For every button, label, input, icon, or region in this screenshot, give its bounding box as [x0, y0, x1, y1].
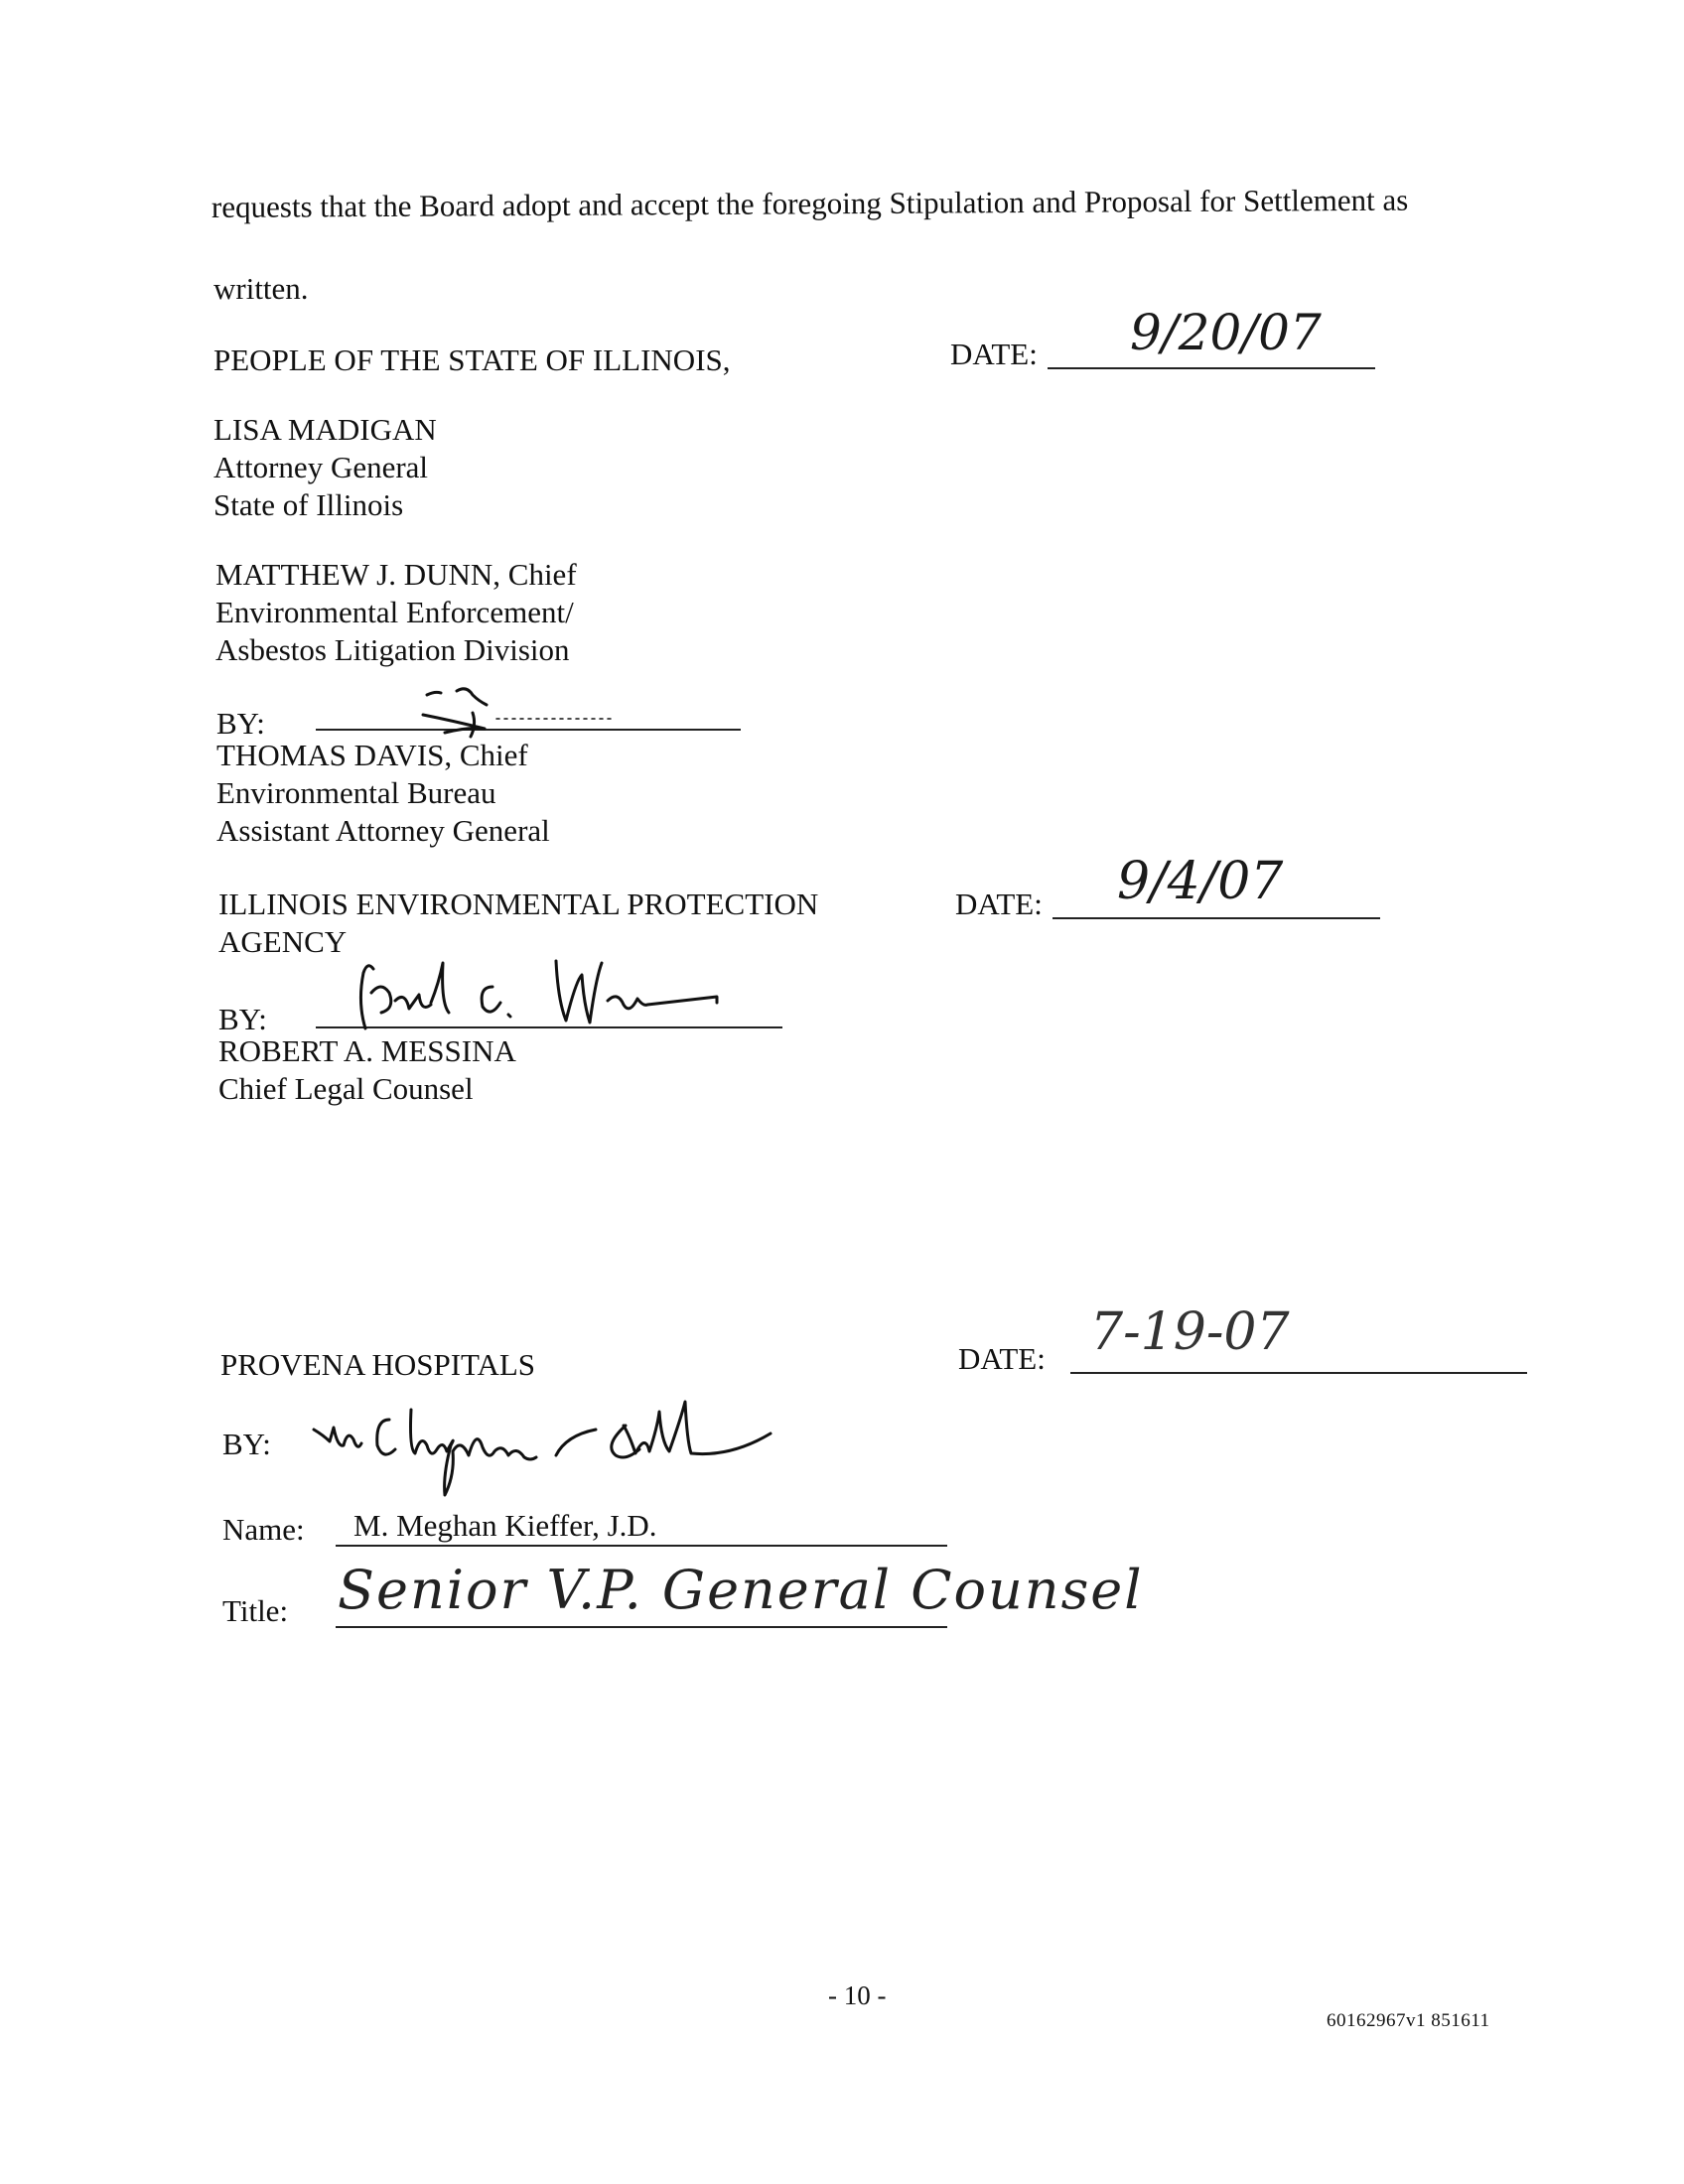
date-line-provena — [1070, 1372, 1527, 1374]
by-label-iepa: BY: — [218, 1002, 267, 1036]
chief-division-2: Asbestos Litigation Division — [215, 632, 570, 667]
name-line-provena — [336, 1545, 947, 1547]
ag-name: LISA MADIGAN — [213, 412, 437, 447]
by-label-provena: BY: — [222, 1427, 271, 1461]
party-people: PEOPLE OF THE STATE OF ILLINOIS, — [213, 342, 731, 377]
name-value-provena: M. Meghan Kieffer, J.D. — [353, 1508, 657, 1543]
date-value-provena: 7-19-07 — [1090, 1302, 1290, 1362]
signer-title-messina: Chief Legal Counsel — [218, 1071, 474, 1106]
signer-title-davis: Assistant Attorney General — [216, 813, 550, 848]
date-label-provena: DATE: — [958, 1341, 1046, 1376]
name-label-provena: Name: — [222, 1512, 305, 1547]
signature-davis — [387, 663, 715, 743]
date-value-people: 9/20/07 — [1130, 304, 1322, 361]
title-label-provena: Title: — [222, 1593, 289, 1628]
chief-division-1: Environmental Enforcement/ — [215, 595, 574, 629]
title-line-provena — [336, 1626, 947, 1628]
date-line-iepa — [1052, 917, 1380, 919]
title-value-provena: Senior V.P. General Counsel — [338, 1559, 1144, 1621]
date-line-people — [1048, 367, 1375, 369]
party-iepa-line-1: ILLINOIS ENVIRONMENTAL PROTECTION — [218, 887, 819, 921]
signature-kieffer — [308, 1390, 963, 1499]
ag-state: State of Illinois — [213, 487, 404, 522]
signature-messina — [348, 933, 794, 1032]
ag-title: Attorney General — [213, 450, 429, 484]
party-provena: PROVENA HOSPITALS — [220, 1347, 536, 1382]
page-number: - 10 - — [828, 1980, 887, 2010]
signer-name-messina: ROBERT A. MESSINA — [218, 1033, 516, 1068]
date-value-iepa: 9/4/07 — [1117, 852, 1284, 911]
date-label-iepa: DATE: — [955, 887, 1043, 921]
intro-line-2: written. — [213, 271, 309, 306]
intro-line-1: requests that the Board adopt and accept the foregoing Stipulation and Proposal for Settlement as — [210, 182, 1409, 224]
signer-bureau-davis: Environmental Bureau — [216, 775, 496, 810]
party-iepa-line-2: AGENCY — [218, 924, 348, 959]
chief-name: MATTHEW J. DUNN, Chief — [215, 557, 577, 592]
signer-name-davis: THOMAS DAVIS, Chief — [216, 738, 528, 772]
date-label-people: DATE: — [950, 337, 1038, 371]
document-id: 60162967v1 851611 — [1327, 2010, 1490, 2031]
by-label-people: BY: — [216, 706, 265, 741]
